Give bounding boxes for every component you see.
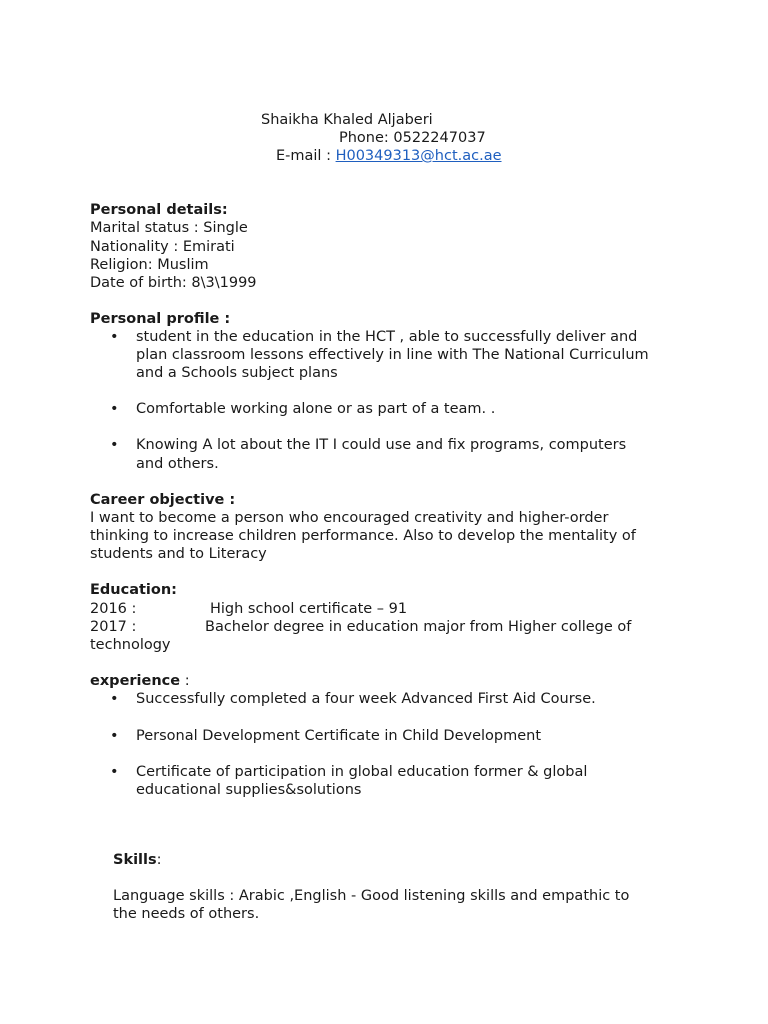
skills-heading-line xyxy=(113,851,162,869)
phone-number: Phone: 0522247037 xyxy=(339,130,486,146)
experience-item-3-line-1: Certificate of participation in global education former & global xyxy=(136,764,588,780)
applicant-name: Shaikha Khaled Aljaberi xyxy=(261,112,433,128)
experience-item-3-line-2: educational supplies&solutions xyxy=(136,782,362,798)
skills-colon: : xyxy=(156,852,162,868)
personal-details-heading: Personal details: xyxy=(90,202,228,218)
career-objective-line-3: students and to Literacy xyxy=(90,546,267,562)
email-line xyxy=(276,147,502,165)
bullet-marker: • xyxy=(110,401,119,417)
education-year-2017: 2017 : xyxy=(90,619,137,635)
education-item-2017-continuation: technology xyxy=(90,637,171,653)
skills-line-2: the needs of others. xyxy=(113,906,260,922)
profile-item-1-line-3: and a Schools subject plans xyxy=(136,365,338,381)
email-link[interactable]: H00349313@hct.ac.ae xyxy=(335,148,502,164)
experience-item-2: Personal Development Certificate in Child Development xyxy=(136,728,542,744)
email-label: E-mail : xyxy=(276,148,331,164)
bullet-marker: • xyxy=(110,329,119,345)
education-heading: Education: xyxy=(90,582,177,598)
skills-line-1: Language skills : Arabic ,English - Good listening skills and empathic to xyxy=(113,888,630,904)
experience-item-1: Successfully completed a four week Advanced First Aid Course. xyxy=(136,691,596,707)
career-objective-heading: Career objective : xyxy=(90,492,236,508)
career-objective-line-2: thinking to increase children performance. Also to develop the mentality of xyxy=(90,528,636,544)
personal-profile-heading: Personal profile : xyxy=(90,311,231,327)
bullet-marker: • xyxy=(110,764,119,780)
bullet-marker: • xyxy=(110,728,119,744)
experience-heading-line xyxy=(90,672,190,690)
nationality: Nationality : Emirati xyxy=(90,239,235,255)
profile-item-3-line-1: Knowing A lot about the IT I could use and fix programs, computers xyxy=(136,437,627,453)
profile-item-3-line-2: and others. xyxy=(136,456,219,472)
bullet-marker: • xyxy=(110,437,119,453)
education-item-2017: Bachelor degree in education major from Higher college of xyxy=(205,619,632,635)
education-item-2016: High school certificate – 91 xyxy=(210,601,408,617)
profile-item-2-line-1: Comfortable working alone or as part of a team. . xyxy=(136,401,496,417)
marital-status: Marital status : Single xyxy=(90,220,248,236)
profile-item-1-line-2: plan classroom lessons effectively in line with The National Curriculum xyxy=(136,347,649,363)
career-objective-line-1: I want to become a person who encouraged creativity and higher-order xyxy=(90,510,609,526)
experience-heading: experience xyxy=(90,673,181,689)
bullet-marker: • xyxy=(110,691,119,707)
religion: Religion: Muslim xyxy=(90,257,209,273)
skills-heading: Skills xyxy=(113,852,157,868)
profile-item-1-line-1: student in the education in the HCT , able to successfully deliver and xyxy=(136,329,638,345)
education-year-2016: 2016 : xyxy=(90,601,137,617)
experience-colon: : xyxy=(184,673,190,689)
date-of-birth: Date of birth: 8\3\1999 xyxy=(90,275,257,291)
